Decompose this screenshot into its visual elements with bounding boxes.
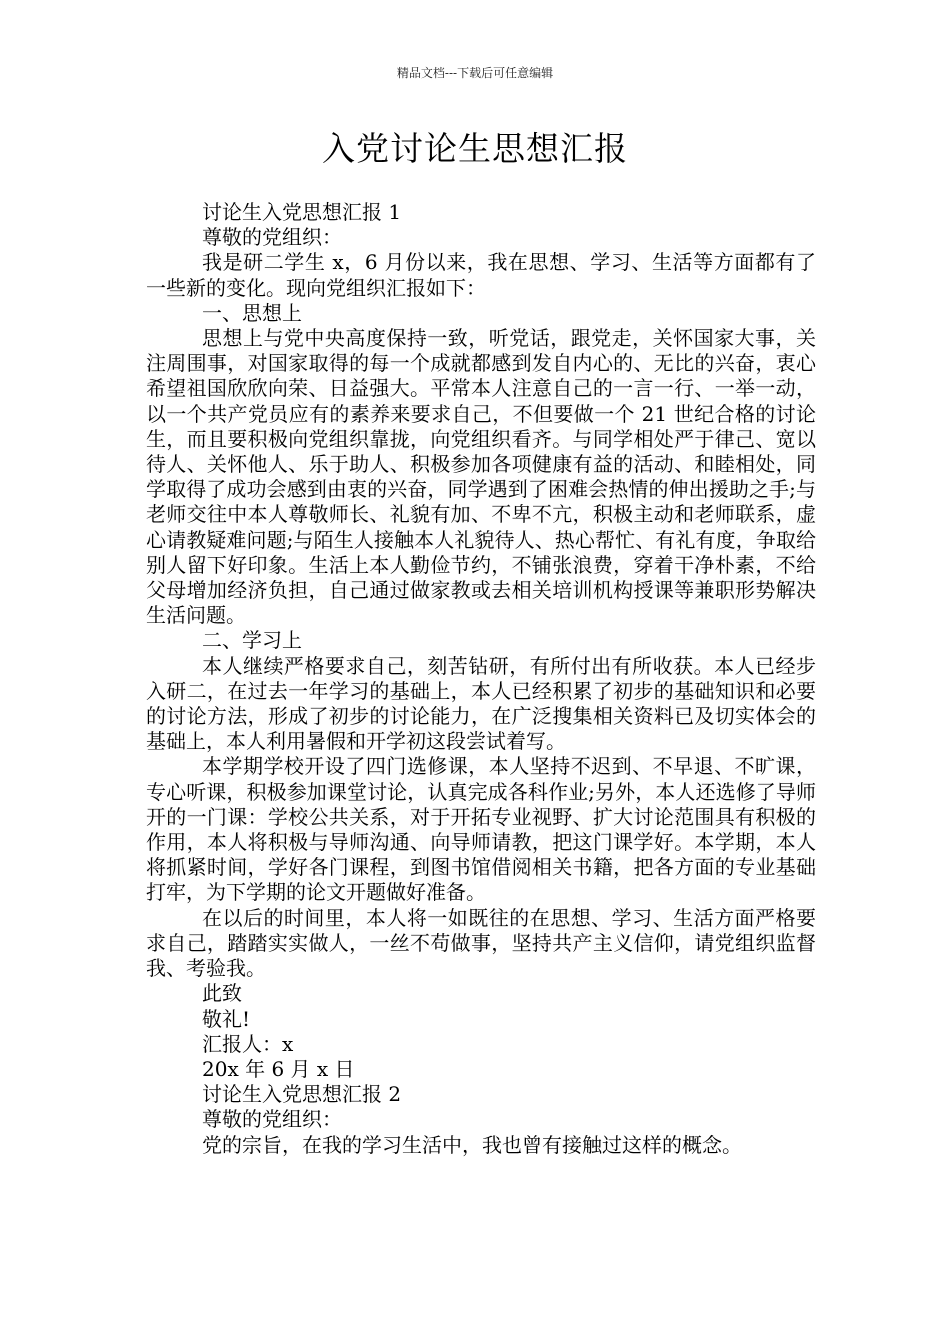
report1-salutation: 尊敬的党组织： [202,225,342,250]
closing-phrase-1: 此致 [202,981,242,1006]
section2-body-2: 本学期学校开设了四门选修课，本人坚持不迟到、不早退、不旷课，专心听课，积极参加课堂讨论，认真完成各科作业;另外，本人还选修了导师开的一门课：学校公共关系，对于开拓专业视野、扩大讨论范围具有积极的作用，本人将积极与导师沟通、向导师请教，把这门课学好。本学期，本人将抓紧时间，学好各门课程，到图书馆借阅相关书籍，把各方面的专业基础打牢，为下学期的论文开题做好准备。 [146,754,816,905]
report2-heading: 讨论生入党思想汇报 2 [202,1082,402,1107]
reporter-signature: 汇报人：x [202,1031,294,1056]
closing-phrase-2: 敬礼! [202,1006,251,1031]
section1-title: 一、思想上 [202,300,302,325]
closing-body: 在以后的时间里，本人将一如既往的在思想、学习、生活方面严格要求自己，踏踏实实做人，一丝不苟做事，坚持共产主义信仰，请党组织监督我、考验我。 [146,905,816,981]
section1-body: 思想上与党中央高度保持一致，听党话，跟党走，关怀国家大事，关注周围事，对国家取得的每一个成就都感到发自内心的、无比的兴奋，衷心希望祖国欣欣向荣、日益强大。平常本人注意自己的一言一行、一举一动，以一个共产党员应有的素养来要求自己，不但要做一个 21 世纪合格的讨论生，而且要积极向党组织靠拢，向党组织看齐。与同学相处严于律己、宽以待人、关怀他人、乐于助人、积极参加各项健康有益的活动、和睦相处，同学取得了成功会感到由衷的兴奋，同学遇到了困难会热情的伸出援助之手;与老师交往中本人尊敬师长、礼貌有加、不卑不亢，积极主动和老师联系，虚心请教疑难问题;与陌生人接触本人礼貌待人、热心帮忙、有礼有度，争取给别人留下好印象。生活上本人勤俭节约，不铺张浪费，穿着干净朴素，不给父母增加经济负担，自己通过做家教或去相关培训机构授课等兼职形势解决生活问题。 [146,326,816,628]
document-title: 入党讨论生思想汇报 [322,129,628,168]
document-body [146,200,816,1158]
report1-intro: 我是研二学生 x，6 月份以来，我在思想、学习、生活等方面都有了一些新的变化。现向党组织汇报如下： [146,250,816,300]
report2-first-line: 党的宗旨，在我的学习生活中，我也曾有接触过这样的概念。 [202,1132,742,1157]
report2-salutation: 尊敬的党组织： [202,1107,342,1132]
report1-heading: 讨论生入党思想汇报 1 [202,200,402,224]
section2-title: 二、学习上 [202,628,302,653]
page-header: 精品文档---下载后可任意编辑 [396,66,554,80]
section2-body-1: 本人继续严格要求自己，刻苦钻研，有所付出有所收获。本人已经步入研二，在过去一年学习的基础上，本人已经积累了初步的基础知识和必要的讨论方法，形成了初步的讨论能力，在广泛搜集相关资料已及切实体会的基础上，本人利用暑假和开学初这段尝试着写。 [146,653,816,754]
report-date: 20x 年 6 月 x 日 [202,1056,355,1081]
